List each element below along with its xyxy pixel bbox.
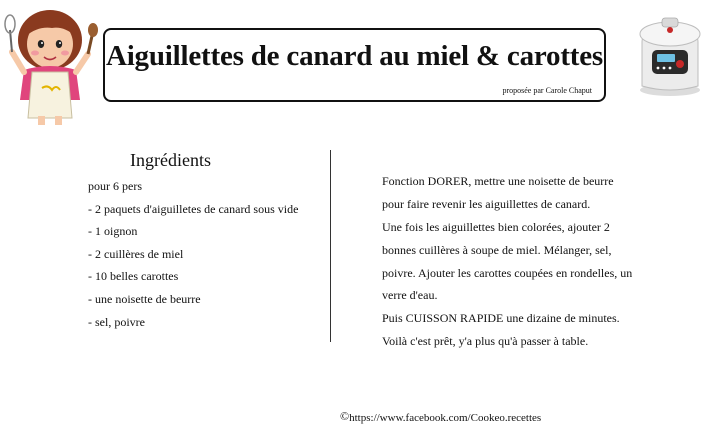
instruction-line: Une fois les aiguillettes bien colorées, ajouter 2 <box>382 219 610 234</box>
recipe-title: Aiguillettes de canard au miel & carottes <box>105 40 604 72</box>
author-byline: proposée par Carole Chaput <box>502 86 592 95</box>
title-box <box>103 28 606 102</box>
pressure-cooker-icon <box>628 12 712 98</box>
chef-icon <box>2 0 100 126</box>
instruction-line: Puis CUISSON RAPIDE une dizaine de minutes. <box>382 311 620 326</box>
ingredient-item: - 10 belles carottes <box>88 269 179 284</box>
instruction-line: poivre. Ajouter les carottes coupées en rondelles, un <box>382 265 633 280</box>
ingredient-item: - une noisette de beurre <box>88 291 201 306</box>
column-divider <box>330 150 331 342</box>
instruction-line: verre d'eau. <box>382 288 438 303</box>
instruction-line: Fonction DORER, mettre une noisette de beurre <box>382 174 614 188</box>
ingredients-list <box>88 178 298 336</box>
copyright-icon: © <box>340 409 350 423</box>
ingredient-item: - 2 paquets d'aiguilletes de canard sous vide <box>88 201 299 216</box>
source-link[interactable]: https://www.facebook.com/Cookeo.recettes <box>349 412 542 424</box>
footer-credit <box>340 409 541 424</box>
ingredient-item: - 1 oignon <box>88 224 138 239</box>
instruction-line: bonnes cuillères à soupe de miel. Mélanger, sel, <box>382 242 612 257</box>
ingredients-heading: Ingrédients <box>130 150 211 170</box>
instruction-line: Voilà c'est prêt, y'a plus qu'à passer à table. <box>382 334 589 349</box>
ingredient-item: - 2 cuillères de miel <box>88 246 184 261</box>
instruction-line: pour faire revenir les aiguillettes de canard. <box>382 196 591 211</box>
instructions-text <box>382 170 682 353</box>
ingredient-item: pour 6 pers <box>88 179 142 193</box>
ingredient-item: - sel, poivre <box>88 314 145 329</box>
